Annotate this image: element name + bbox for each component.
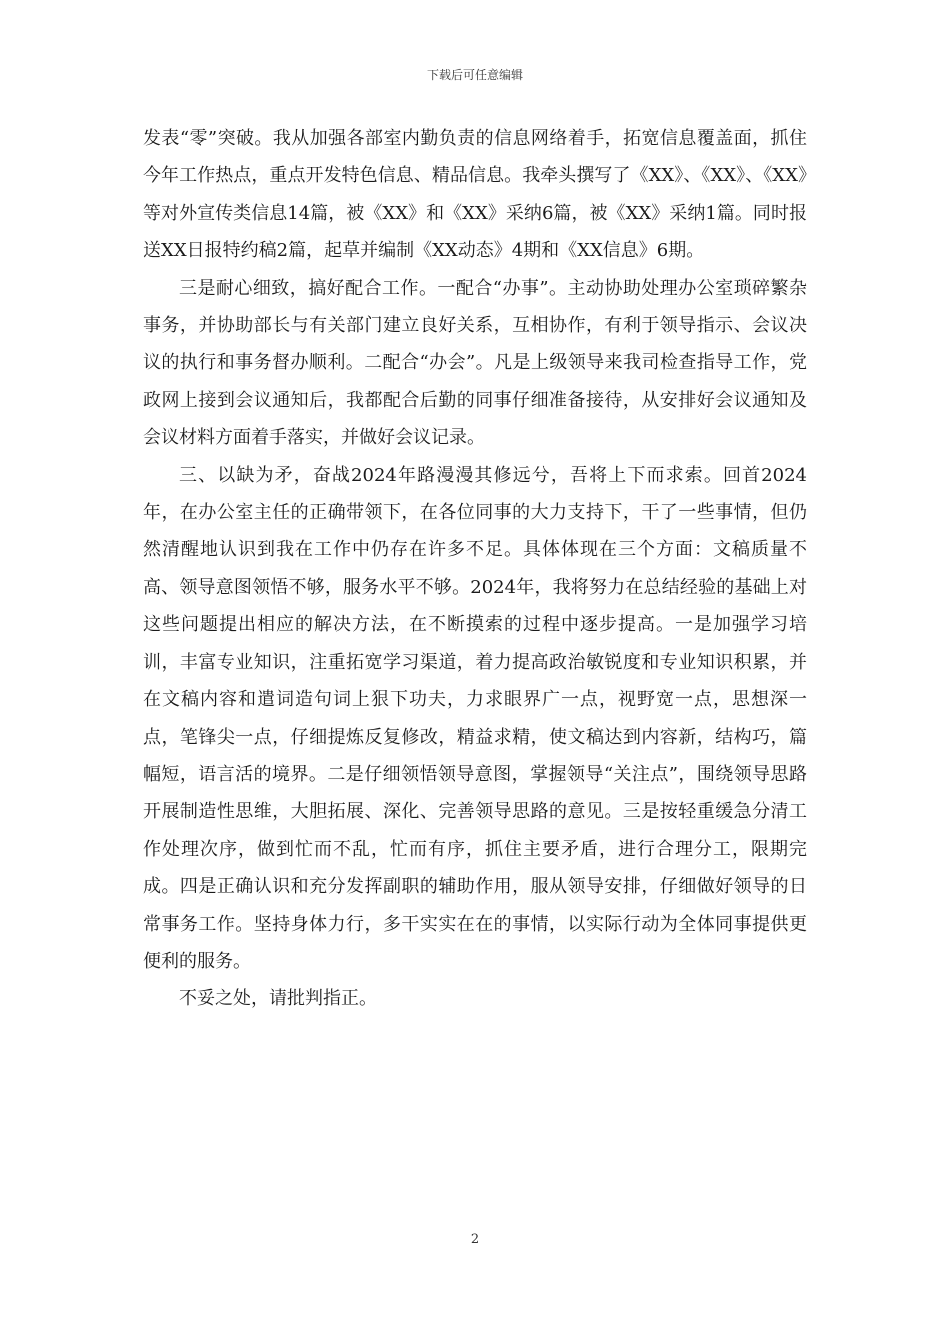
body-paragraph: 发表“零”突破。我从加强各部室内勤负责的信息网络着手，拓宽信息覆盖面，抓住今年工作热点，重点开发特色信息、精品信息。我牵头撰写了《XX》、《XX》、《XX》等对外宣传类信息14篇，被《XX》和《XX》采纳6篇，被《XX》采纳1篇。同时报送XX日报特约稿2篇，起草并编制《XX动态》4期和《XX信息》6期。 [143, 128, 807, 262]
page-header: 下载后可任意编辑 [426, 68, 523, 82]
body-paragraph: 三、以缺为矛，奋战2024年路漫漫其修远兮，吾将上下而求索。回首2024年，在办公室主任的正确带领下，在各位同事的大力支持下，干了一些事情，但仍然清醒地认识到我在工作中仍存在许多不足。具体体现在三个方面：文稿质量不高、领导意图领悟不够，服务水平不够。2024年，我将努力在总结经验的基础上对这些问题提出相应的解决方法，在不断摸索的过程中逐步提高。一是加强学习培训，丰富专业知识，注重拓宽学习渠道，着力提高政治敏锐度和专业知识积累，并在文稿内容和遣词造句词上狠下功夫，力求眼界广一点，视野宽一点，思想深一点，笔锋尖一点，仔细提炼反复修改，精益求精，使文稿达到内容新，结构巧，篇幅短，语言活的境界。二是仔细领悟领导意图，掌握领导“关注点”，围绕领导思路开展制造性思维，大胆拓展、深化、完善领导思路的意见。三是按轻重缓急分清工作处理次序，做到忙而不乱，忙而有序，抓住主要矛盾，进行合理分工，限期完成。四是正确认识和充分发挥副职的辅助作用，服从领导安排，仔细做好领导的日常事务工作。坚持身体力行，多干实实在在的事情，以实际行动为全体同事提供更便利的服务。 [143, 464, 807, 972]
body-paragraph: 三是耐心细致，搞好配合工作。一配合“办事”。主动协助处理办公室琐碎繁杂事务，并协助部长与有关部门建立良好关系，互相协作，有利于领导指示、会议决议的执行和事务督办顺利。二配合“办会”。凡是上级领导来我司检查指导工作，党政网上接到会议通知后，我都配合后勤的同事仔细准备接待，从安排好会议通知及会议材料方面着手落实，并做好会议记录。 [143, 277, 807, 449]
document-body [143, 120, 807, 1018]
body-paragraph: 不妥之处，请批判指正。 [179, 988, 377, 1010]
page-number: 2 [470, 1232, 480, 1247]
